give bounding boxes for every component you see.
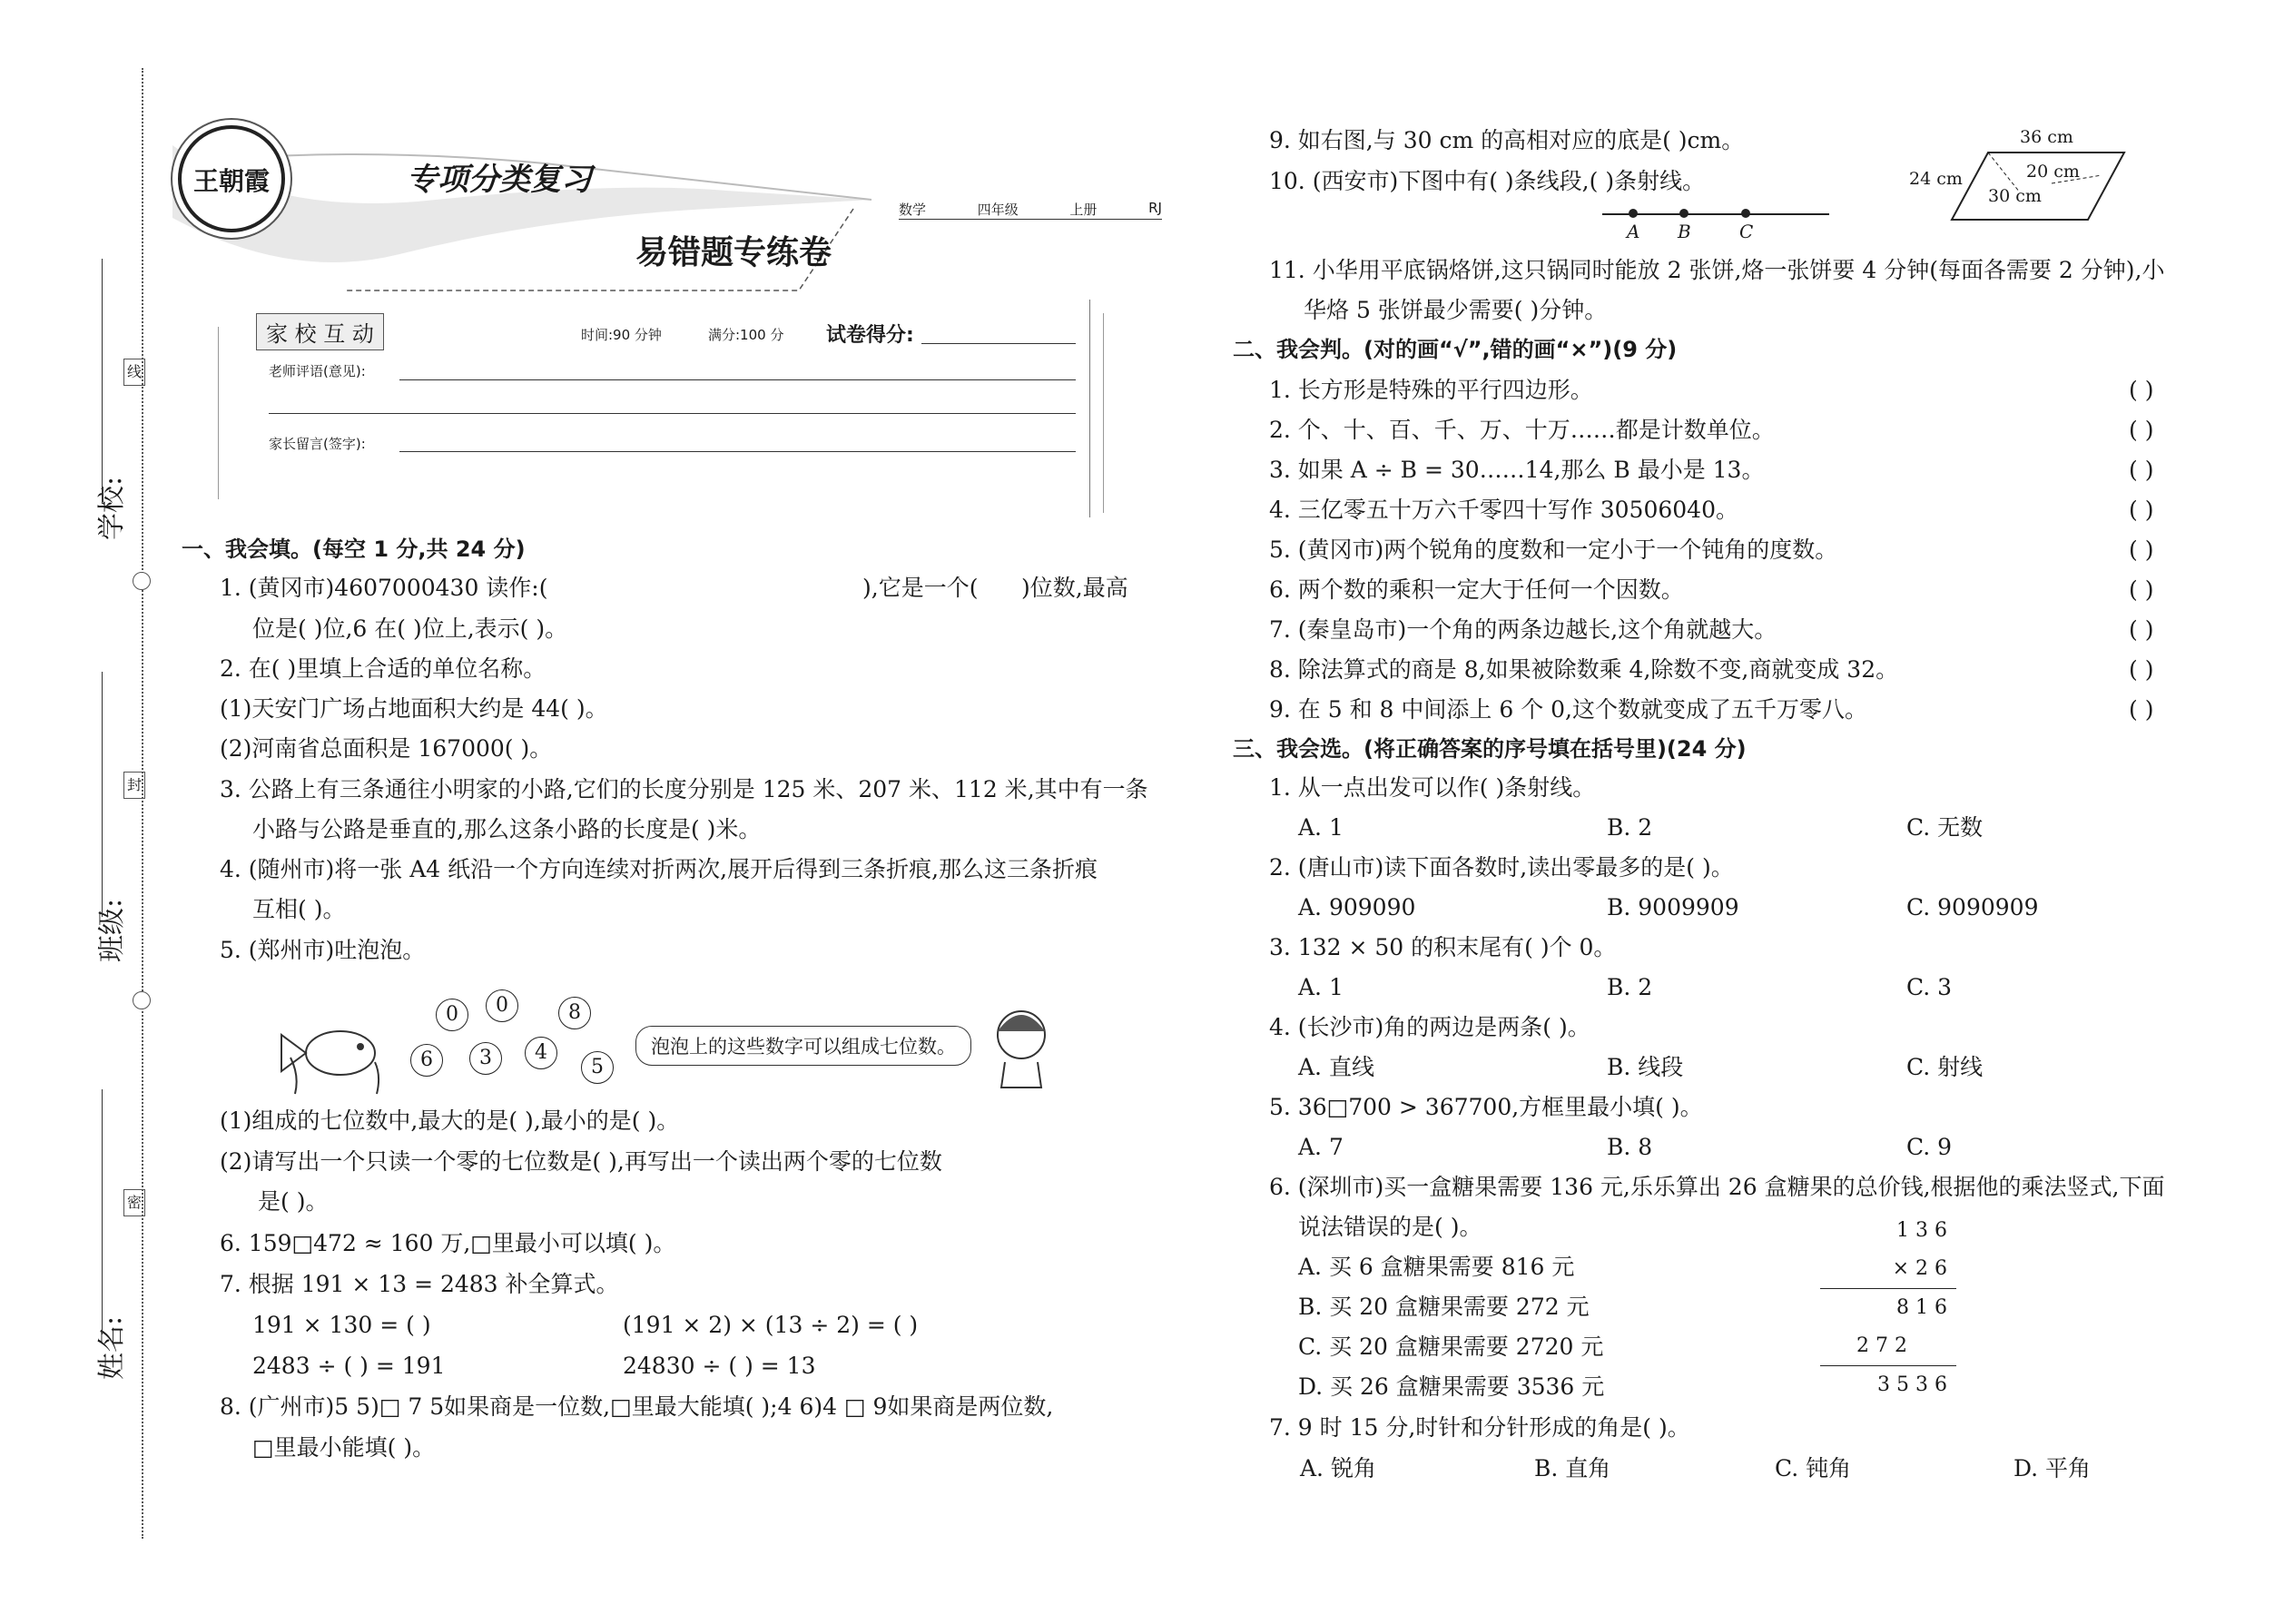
- option[interactable]: C. 钝角: [1775, 1455, 1852, 1481]
- bubble: 5: [581, 1051, 614, 1084]
- q2-1: (1)天安门广场占地面积大约是 44( )。: [220, 695, 608, 722]
- option[interactable]: C. 9090909: [1906, 894, 2039, 920]
- option[interactable]: B. 2: [1607, 814, 1653, 841]
- q5-2-a: (2)请写出一个只读一个零的七位数是( ),再写出一个读出两个零的七位数: [220, 1148, 942, 1175]
- q5: 5. (郑州市)吐泡泡。: [220, 937, 426, 963]
- judge-answer[interactable]: ( ): [2129, 417, 2154, 443]
- meta-subject: 数学: [899, 202, 927, 218]
- margin-tag: 密: [123, 1189, 145, 1216]
- bubble: 3: [469, 1042, 502, 1075]
- logo-text: 王朝霞: [192, 166, 270, 196]
- calc-row: 3 5 3 6: [1820, 1365, 1956, 1404]
- q6: 6. 159□472 ≈ 160 万,□里最小可以填( )。: [220, 1230, 676, 1256]
- school-field[interactable]: [102, 259, 103, 504]
- teacher-field[interactable]: [399, 379, 1076, 380]
- home-school-title: 家 校 互 动: [256, 313, 384, 350]
- q1-d: 位是( )位,6 在( )位上,表示( )。: [252, 615, 568, 642]
- fig-label-h2: 30 cm: [1988, 186, 2042, 206]
- q1-a: 1. (黄冈市)4607000430 读作:(: [220, 575, 548, 601]
- option[interactable]: A. 1: [1298, 814, 1344, 841]
- q2-2: (2)河南省总面积是 167000( )。: [220, 735, 553, 762]
- choice-q7: 7. 9 时 15 分,时针和分针形成的角是( )。: [1269, 1414, 1690, 1441]
- q4-a: 4. (随州市)将一张 A4 纸沿一个方向连续对折两次,展开后得到三条折痕,那么这三条折痕: [220, 856, 1098, 882]
- fish-illustration: [277, 1003, 395, 1098]
- teacher-field-2[interactable]: [269, 413, 1076, 414]
- margin-tag: 封: [123, 772, 145, 799]
- meta-term: 上册: [1069, 202, 1098, 218]
- option[interactable]: B. 买 20 盒糖果需要 272 元: [1298, 1294, 1590, 1320]
- option[interactable]: A. 直线: [1298, 1054, 1374, 1080]
- vertical-calc: [1820, 1212, 1956, 1404]
- sec3-title: 三、我会选。(将正确答案的序号填在括号里)(24 分): [1233, 736, 1747, 762]
- home-box-frame: [1089, 300, 1090, 517]
- margin-tag: 线: [123, 359, 145, 386]
- choice-q6-b: 说法错误的是( )。: [1298, 1214, 1482, 1240]
- option[interactable]: D. 平角: [2013, 1455, 2092, 1481]
- option[interactable]: A. 锐角: [1300, 1455, 1376, 1481]
- binding-line: [142, 68, 143, 1539]
- option[interactable]: C. 9: [1906, 1134, 1953, 1160]
- meta-grade: 四年级: [977, 202, 1019, 218]
- calc-row: × 2 6: [1892, 1257, 1947, 1280]
- parent-label: 家长留言(签字):: [269, 436, 366, 452]
- q7: 7. 根据 191 × 13 = 2483 补全算式。: [220, 1271, 619, 1297]
- sec1-title: 一、我会填。(每空 1 分,共 24 分): [182, 536, 526, 562]
- full-score-label: 满分:100 分: [708, 327, 784, 343]
- judge-answer[interactable]: ( ): [2129, 457, 2154, 483]
- point-label: A: [1627, 221, 1640, 242]
- option[interactable]: C. 3: [1906, 974, 1953, 1000]
- option[interactable]: B. 8: [1607, 1134, 1653, 1160]
- name-label: 姓名:: [96, 1315, 128, 1380]
- parallelogram-figure: [1943, 145, 2142, 227]
- binding-mark: [133, 991, 151, 1009]
- judge-item: 6. 两个数的乘积一定大于任何一个因数。: [1269, 576, 1684, 603]
- choice-q5: 5. 36□700 > 367700,方框里最小填( )。: [1269, 1094, 1703, 1120]
- q5-2-b: 是( )。: [258, 1188, 329, 1215]
- meta-edition: RJ: [1148, 200, 1162, 216]
- choice-q1: 1. 从一点出发可以作( )条射线。: [1269, 774, 1596, 801]
- sec2-title: 二、我会判。(对的画“√”,错的画“×”)(9 分): [1233, 337, 1678, 362]
- q2: 2. 在( )里填上合适的单位名称。: [220, 655, 546, 682]
- choice-q6-a: 6. (深圳市)买一盒糖果需要 136 元,乐乐算出 26 盒糖果的总价钱,根据他的乘法竖式,下面: [1269, 1174, 2165, 1200]
- score-label: 试卷得分:: [826, 324, 914, 347]
- option[interactable]: A. 1: [1298, 974, 1344, 1000]
- q11-b: 华烙 5 张饼最少需要( )分钟。: [1304, 297, 1608, 323]
- q1-c: )位数,最高: [1021, 575, 1128, 601]
- calc-row: 8 1 6: [1820, 1288, 1956, 1327]
- bubble: 8: [558, 997, 591, 1029]
- judge-item: 1. 长方形是特殊的平行四边形。: [1269, 377, 1593, 403]
- girl-illustration: [985, 999, 1058, 1089]
- home-box-frame: [1103, 313, 1104, 513]
- bubble: 0: [486, 989, 518, 1022]
- q10: 10. (西安市)下图中有( )条线段,( )条射线。: [1269, 168, 1706, 194]
- series-title: 专项分类复习: [407, 162, 592, 198]
- judge-item: 7. (秦皇岛市)一个角的两条边越长,这个角就越大。: [1269, 616, 1777, 643]
- calc-row: 2 7 2: [1856, 1334, 1907, 1357]
- option[interactable]: A. 7: [1298, 1134, 1344, 1160]
- q7-a: 191 × 130 = ( ): [252, 1312, 431, 1338]
- q9: 9. 如右图,与 30 cm 的高相对应的底是( )cm。: [1269, 127, 1745, 153]
- option[interactable]: B. 9009909: [1607, 894, 1739, 920]
- option[interactable]: C. 买 20 盒糖果需要 2720 元: [1298, 1334, 1604, 1360]
- binding-mark: [133, 572, 151, 590]
- judge-item: 3. 如果 A ÷ B = 30……14,那么 B 最小是 13。: [1269, 457, 1765, 483]
- judge-item: 9. 在 5 和 8 中间添上 6 个 0,这个数就变成了五千万零八。: [1269, 696, 1867, 723]
- judge-item: 2. 个、十、百、千、万、十万……都是计数单位。: [1269, 417, 1775, 443]
- calc-row: 1 3 6: [1896, 1219, 1947, 1242]
- q3-a: 3. 公路上有三条通往小明家的小路,它们的长度分别是 125 米、207 米、112 米,其中有一条: [220, 776, 1148, 802]
- parent-field[interactable]: [399, 451, 1076, 452]
- header-banner: [163, 109, 908, 318]
- q5-1: (1)组成的七位数中,最大的是( ),最小的是( )。: [220, 1107, 680, 1134]
- bubble: 0: [436, 999, 468, 1031]
- point-dot: [1679, 209, 1689, 218]
- q11-a: 11. 小华用平底锅烙饼,这只锅同时能放 2 张饼,烙一张饼要 4 分钟(每面各需要 2 分钟),小: [1269, 257, 2165, 283]
- option[interactable]: C. 射线: [1906, 1054, 1984, 1080]
- q8-a: 8. (广州市)5 5)□ 7 5如果商是一位数,□里最大能填( );4 6)4 □ 9如果商是两位数,: [220, 1393, 1054, 1420]
- point-dot: [1741, 209, 1750, 218]
- option[interactable]: C. 无数: [1906, 814, 1984, 841]
- choice-q3: 3. 132 × 50 的积末尾有( )个 0。: [1269, 934, 1617, 960]
- q7-c: 2483 ÷ ( ) = 191: [252, 1353, 446, 1379]
- judge-item: 5. (黄冈市)两个锐角的度数和一定小于一个钝角的度数。: [1269, 536, 1838, 563]
- q7-d: 24830 ÷ ( ) = 13: [623, 1353, 816, 1379]
- class-label: 班级:: [96, 898, 128, 962]
- bubble: 6: [410, 1044, 443, 1077]
- q4-b: 互相( )。: [252, 896, 346, 922]
- bubble: 4: [525, 1037, 557, 1069]
- logo: [178, 125, 285, 232]
- school-label: 学校:: [96, 476, 128, 540]
- meta-line: [899, 200, 1162, 220]
- teacher-label: 老师评语(意见):: [269, 363, 366, 379]
- judge-item: 8. 除法算式的商是 8,如果被除数乘 4,除数不变,商就变成 32。: [1269, 656, 1899, 683]
- option[interactable]: D. 买 26 盒糖果需要 3536 元: [1298, 1373, 1605, 1400]
- choice-q4: 4. (长沙市)角的两边是两条( )。: [1269, 1014, 1590, 1040]
- judge-answer[interactable]: ( ): [2129, 696, 2154, 723]
- judge-answer[interactable]: ( ): [2129, 377, 2154, 403]
- fig-label-top: 36 cm: [2020, 127, 2073, 147]
- speech-bubble: 泡泡上的这些数字可以组成七位数。: [635, 1026, 971, 1066]
- q1-b: ),它是一个(: [862, 575, 979, 601]
- name-field[interactable]: [102, 1089, 103, 1334]
- time-label: 时间:90 分钟: [581, 327, 662, 343]
- option[interactable]: B. 直角: [1534, 1455, 1611, 1481]
- option[interactable]: A. 买 6 盒糖果需要 816 元: [1298, 1254, 1575, 1280]
- judge-answer[interactable]: ( ): [2129, 656, 2154, 683]
- option[interactable]: B. 线段: [1607, 1054, 1684, 1080]
- q8-b: □里最小能填( )。: [252, 1434, 436, 1461]
- judge-answer[interactable]: ( ): [2129, 497, 2154, 523]
- fig-label-left: 24 cm: [1909, 169, 1963, 189]
- page-title: 易错题专练卷: [635, 234, 832, 271]
- point-label: B: [1678, 221, 1691, 242]
- score-field[interactable]: [921, 343, 1076, 344]
- q7-b: (191 × 2) × (13 ÷ 2) = ( ): [623, 1312, 919, 1338]
- judge-answer[interactable]: ( ): [2129, 576, 2154, 603]
- point-label: C: [1739, 221, 1754, 242]
- judge-item: 4. 三亿零五十万六千零四十写作 30506040。: [1269, 497, 1738, 523]
- option[interactable]: B. 2: [1607, 974, 1653, 1000]
- class-field[interactable]: [102, 672, 103, 917]
- fig-label-h1: 20 cm: [2026, 162, 2080, 182]
- option[interactable]: A. 909090: [1298, 894, 1416, 920]
- q3-b: 小路与公路是垂直的,那么这条小路的长度是( )米。: [252, 816, 762, 842]
- judge-answer[interactable]: ( ): [2129, 536, 2154, 563]
- choice-q2: 2. (唐山市)读下面各数时,读出零最多的是( )。: [1269, 854, 1734, 881]
- point-dot: [1629, 209, 1638, 218]
- judge-answer[interactable]: ( ): [2129, 616, 2154, 643]
